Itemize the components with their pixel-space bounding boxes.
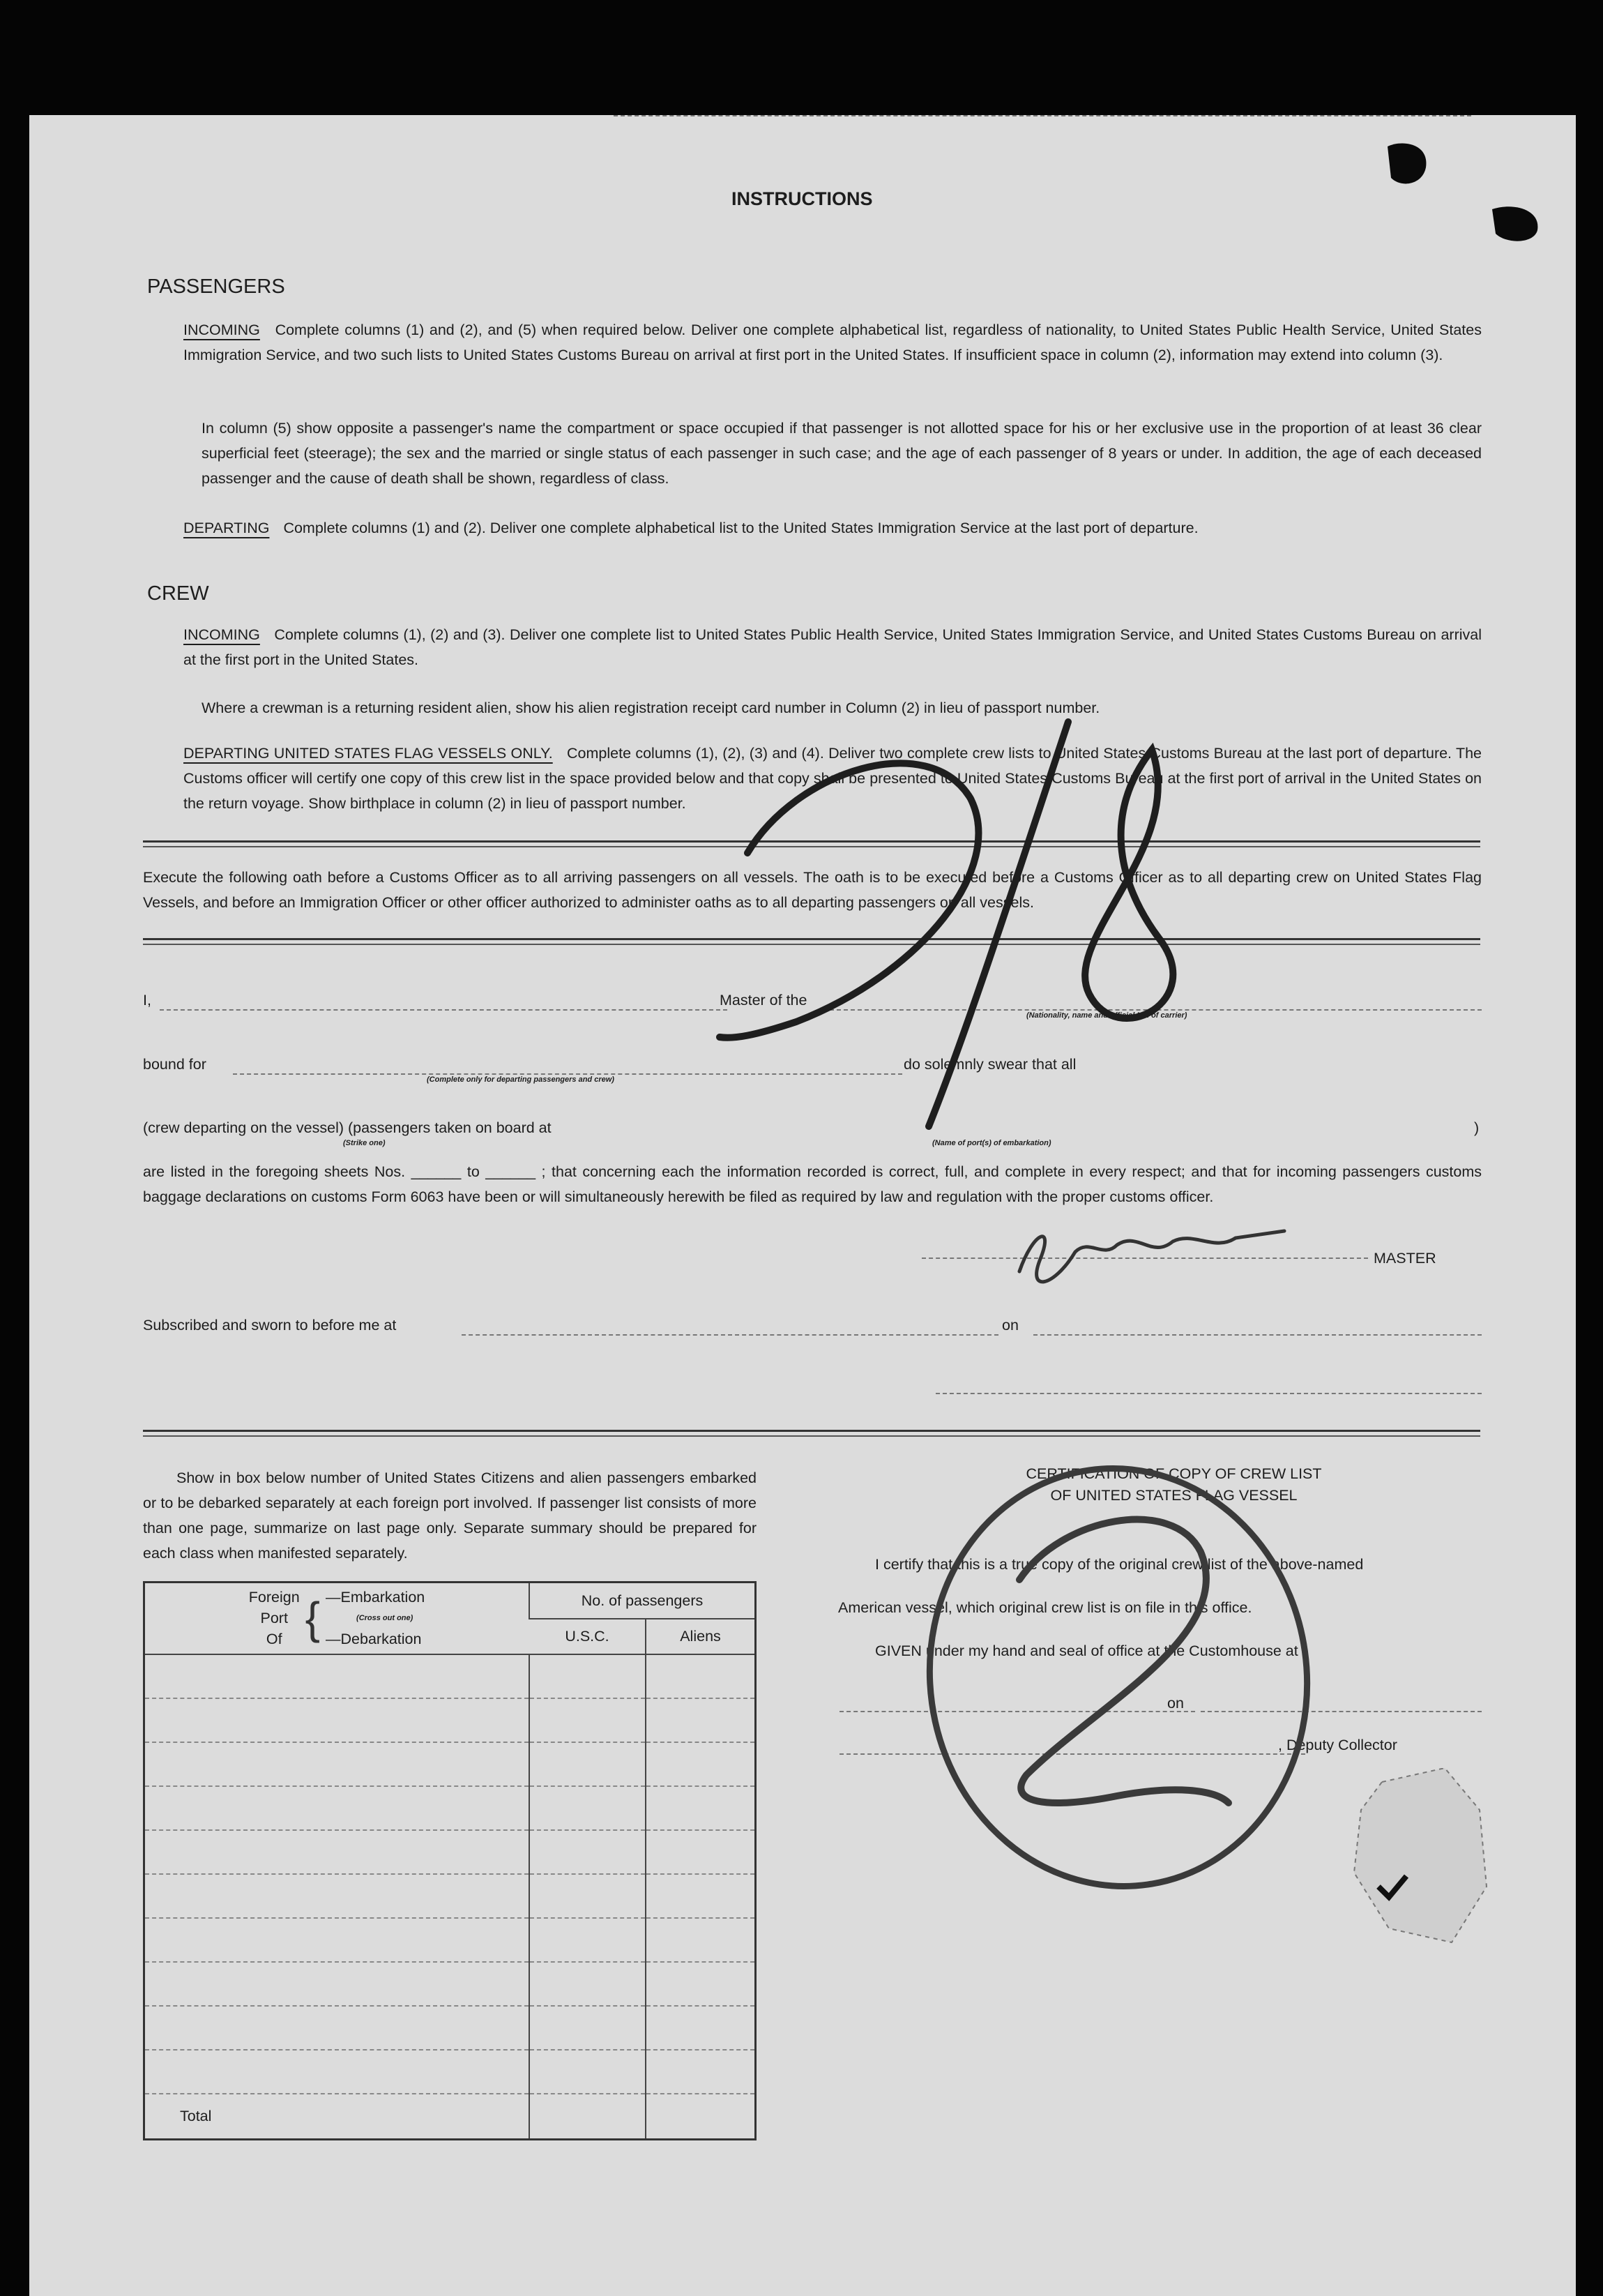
crew-heading: CREW — [147, 582, 209, 605]
deputy-collector-label: , Deputy Collector — [1278, 1737, 1397, 1753]
certification-on-label: on — [1167, 1695, 1184, 1712]
summary-instructions: Show in box below number of United States Citizens and alien passengers embarked or to be debarked separately at each foreign port involved. If passenger list consists of more than one page, summarize on last page only. Separate summary should be prepared for each class when manifested separately. — [143, 1470, 757, 1562]
master-label: MASTER — [1374, 1250, 1436, 1267]
aliens-header: Aliens — [646, 1619, 756, 1654]
subscribed-on-label: on — [1002, 1317, 1019, 1334]
close-paren: ) — [1474, 1119, 1480, 1136]
certification-heading-line2: OF UNITED STATES FLAG VESSEL — [1050, 1487, 1298, 1504]
debarkation-option[interactable]: —Debarkation — [326, 1631, 422, 1648]
cross-out-note: (Cross out one) — [356, 1614, 413, 1623]
passengers-heading: PASSENGERS — [147, 275, 285, 298]
certification-line-3: GIVEN under my hand and seal of office at the Customhouse at — [875, 1642, 1298, 1659]
of-label: Of — [266, 1631, 282, 1648]
certification-line-2: American vessel, which original crew list is on file in this office. — [838, 1599, 1252, 1616]
crew-departing-text: (crew departing on the vessel) (passengers taken on board at — [143, 1119, 552, 1136]
passengers-incoming-text: Complete columns (1) and (2), and (5) when required below. Deliver one complete alphabetical list, regardless of nationality, to United States Public Health Service, United States Immigration Service, and two such lists to United States Customs Bureau on arrival at first port in the United States. If insufficient space in column (2), information may extend into column (3). — [183, 322, 1482, 363]
oath-instructions: Execute the following oath before a Customs Officer as to all arriving passengers on all vessels. The oath is to be executed before a Customs Officer as to all departing crew on United States Flag Vessels, and before an Immigration Officer or other officer authorized to administer oaths as to all departing passengers on all vessels. — [143, 869, 1482, 911]
foreign-label: Foreign — [248, 1589, 300, 1606]
certification-heading-line1: CERTIFICATION OF COPY OF CREW LIST — [1026, 1465, 1322, 1482]
usc-header: U.S.C. — [529, 1619, 646, 1654]
master-of-label: Master of the — [720, 992, 807, 1009]
total-label: Total — [180, 2108, 212, 2125]
crew-departing-text: Complete columns (1), (2), (3) and (4). Deliver two complete crew lists to United States Customs Bureau at the last port of departure. The Customs officer will certify one copy of this crew list in the space provided below and that copy shall be presented to United States Customs Bureau at the first port of arrival in the United States on the return voyage. Show birthplace in column (2) in lieu of passport number. — [183, 745, 1482, 812]
crew-incoming-label: INCOMING — [183, 626, 260, 643]
passengers-departing-text: Complete columns (1) and (2). Deliver one complete alphabetical list to the United States Immigration Service at the last port of departure. — [283, 520, 1199, 536]
embarkation-option[interactable]: —Embarkation — [326, 1589, 425, 1606]
port-label: Port — [260, 1610, 288, 1627]
passengers-column5-text: In column (5) show opposite a passenger's name the compartment or space occupied if that passenger is not allotted space for his or her exclusive use in the proportion of at least 36 clear superficial feet (steerage); the sex and the married or single status of each passenger in such case; and the age of each passenger of 8 years or under. In addition, the age of each deceased passenger and the cause of death shall be shown, regardless of class. — [202, 420, 1482, 487]
certification-line-1: I certify that this is a true copy of the original crew list of the above-named — [875, 1556, 1364, 1573]
crew-resident-text: Where a crewman is a returning resident alien, show his alien registration receipt card number in Column (2) in lieu of passport number. — [202, 700, 1100, 716]
subscribed-label: Subscribed and sworn to before me at — [143, 1317, 397, 1334]
page-title: INSTRUCTIONS — [731, 188, 873, 209]
oath-i-label: I, — [143, 992, 151, 1009]
solemnly-swear-text: do solemnly swear that all — [904, 1056, 1077, 1073]
bound-for-label: bound for — [143, 1056, 206, 1073]
departing-note: (Complete only for departing passengers and crew) — [427, 1075, 614, 1084]
strike-one-note: (Strike one) — [343, 1139, 386, 1147]
brace-icon: { — [305, 1593, 321, 1644]
embarkation-note: (Name of port(s) of embarkation) — [932, 1139, 1051, 1147]
oath-certify-text: are listed in the foregoing sheets Nos. ______ to ______ ; that concerning each the information recorded is correct, full, and complete in every respect; and that for incoming passengers customs baggage declarations on customs Form 6063 have been or will simultaneously herewith be filed as required by law and regulation with the proper customs officer. — [143, 1163, 1482, 1205]
carrier-note: (Nationality, name and official No. of carrier) — [1026, 1011, 1187, 1020]
crew-departing-label: DEPARTING UNITED STATES FLAG VESSELS ONLY. — [183, 745, 553, 762]
no-passengers-header: No. of passengers — [529, 1583, 756, 1619]
passengers-incoming-label: INCOMING — [183, 322, 260, 338]
crew-incoming-text: Complete columns (1), (2) and (3). Deliver one complete list to United States Public Health Service, United States Immigration Service, and United States Customs Bureau on arrival at the first port in the United States. — [183, 626, 1482, 668]
passengers-departing-label: DEPARTING — [183, 520, 270, 536]
